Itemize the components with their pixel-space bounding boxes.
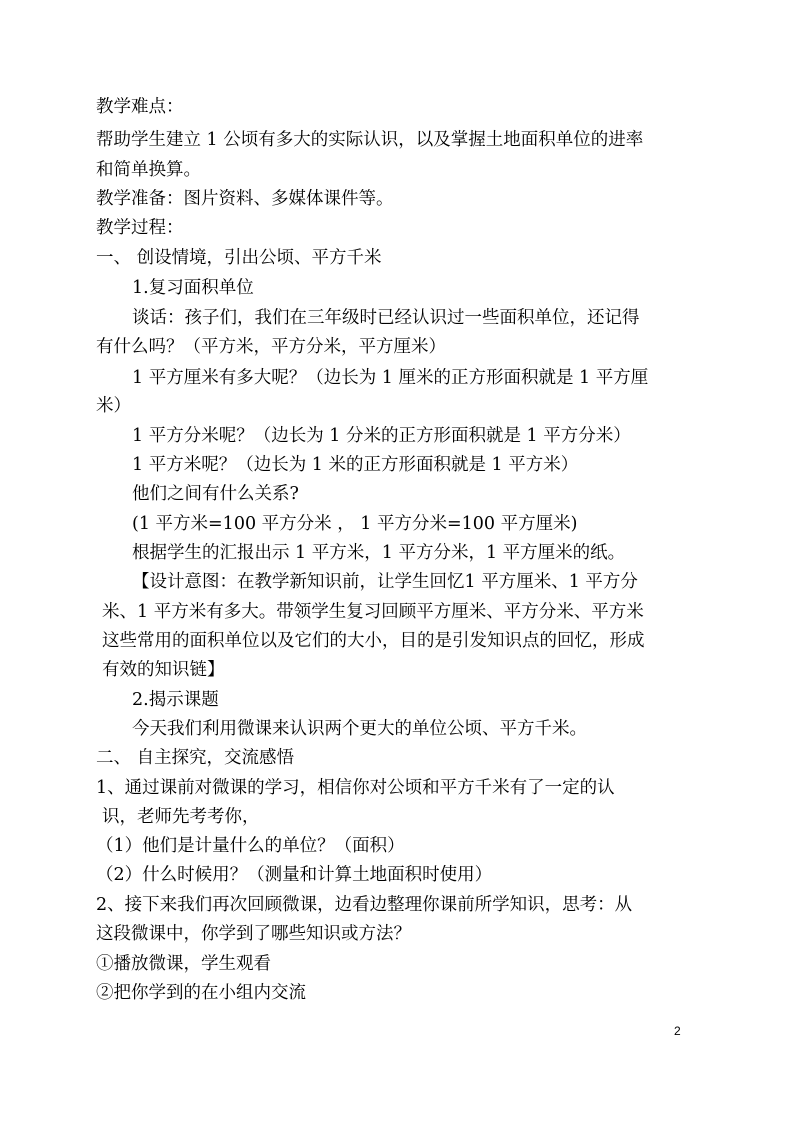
text-line: 1、通过课前对微课的学习，相信你对公顷和平方千米有了一定的认 [96, 778, 615, 798]
design-intent-text: 【设计意图：在教学新知识前，让学生回忆1 平方厘米、1 平方分 [132, 572, 638, 592]
subsection-heading: 1.复习面积单位 [132, 278, 254, 298]
design-intent-text: 这些常用的面积单位以及它们的大小，目的是引发知识点的回忆，形成 [102, 631, 645, 651]
text-line: 今天我们利用微课来认识两个更大的单位公顷、平方千米。 [132, 719, 587, 739]
text-line: 根据学生的汇报出示 1 平方米，1 平方分米，1 平方厘米的纸。 [132, 543, 626, 563]
text-line: 教学准备：图片资料、多媒体课件等。 [96, 189, 394, 209]
text-line: 1 平方米呢？（边长为 1 米的正方形面积就是 1 平方米） [132, 455, 579, 475]
text-line: (1 平方米=100 平方分米 ， 1 平方分米=100 平方厘米) [132, 514, 578, 534]
design-intent-text: 米、1 平方米有多大。带领学生复习回顾平方厘米、平方分米、平方米 [102, 602, 644, 622]
text-line: 识，老师先考考你， [102, 807, 260, 827]
text-line: 帮助学生建立 1 公顷有多大的实际认识，以及掌握土地面积单位的进率 [96, 130, 644, 150]
text-line: 教学难点： [96, 97, 184, 117]
text-line: 这段微课中，你学到了哪些知识或方法？ [96, 924, 411, 944]
text-line: ①播放微课，学生观看 [96, 954, 271, 974]
section-heading: 二、 自主探究，交流感悟 [96, 748, 295, 768]
subsection-heading: 2.揭示课题 [132, 690, 219, 710]
page-number: 2 [674, 1024, 681, 1038]
text-line: 1 平方分米呢？（边长为 1 分米的正方形面积就是 1 平方分米） [132, 426, 631, 446]
text-line: 和简单换算。 [96, 160, 201, 180]
text-line: （1）他们是计量什么的单位？（面积） [96, 836, 405, 856]
text-line: 谈话：孩子们，我们在三年级时已经认识过一些面积单位，还记得 [132, 308, 640, 328]
design-intent-text: 有效的知识链】 [102, 660, 225, 680]
text-line: 他们之间有什么关系? [132, 484, 299, 504]
text-line: 1 平方厘米有多大呢？（边长为 1 厘米的正方形面积就是 1 平方厘 [132, 368, 649, 388]
text-line: ②把你学到的在小组内交流 [96, 983, 306, 1003]
text-line: （2）什么时候用？（测量和计算土地面积时使用） [96, 865, 493, 885]
text-line: 米） [96, 396, 131, 416]
section-heading: 一、 创设情境，引出公顷、平方千米 [96, 248, 382, 268]
text-line: 2、接下来我们再次回顾微课，边看边整理你课前所学知识，思考：从 [96, 895, 633, 915]
text-line: 有什么吗？（平方米，平方分米，平方厘米） [96, 337, 446, 357]
text-line: 教学过程： [96, 218, 184, 238]
